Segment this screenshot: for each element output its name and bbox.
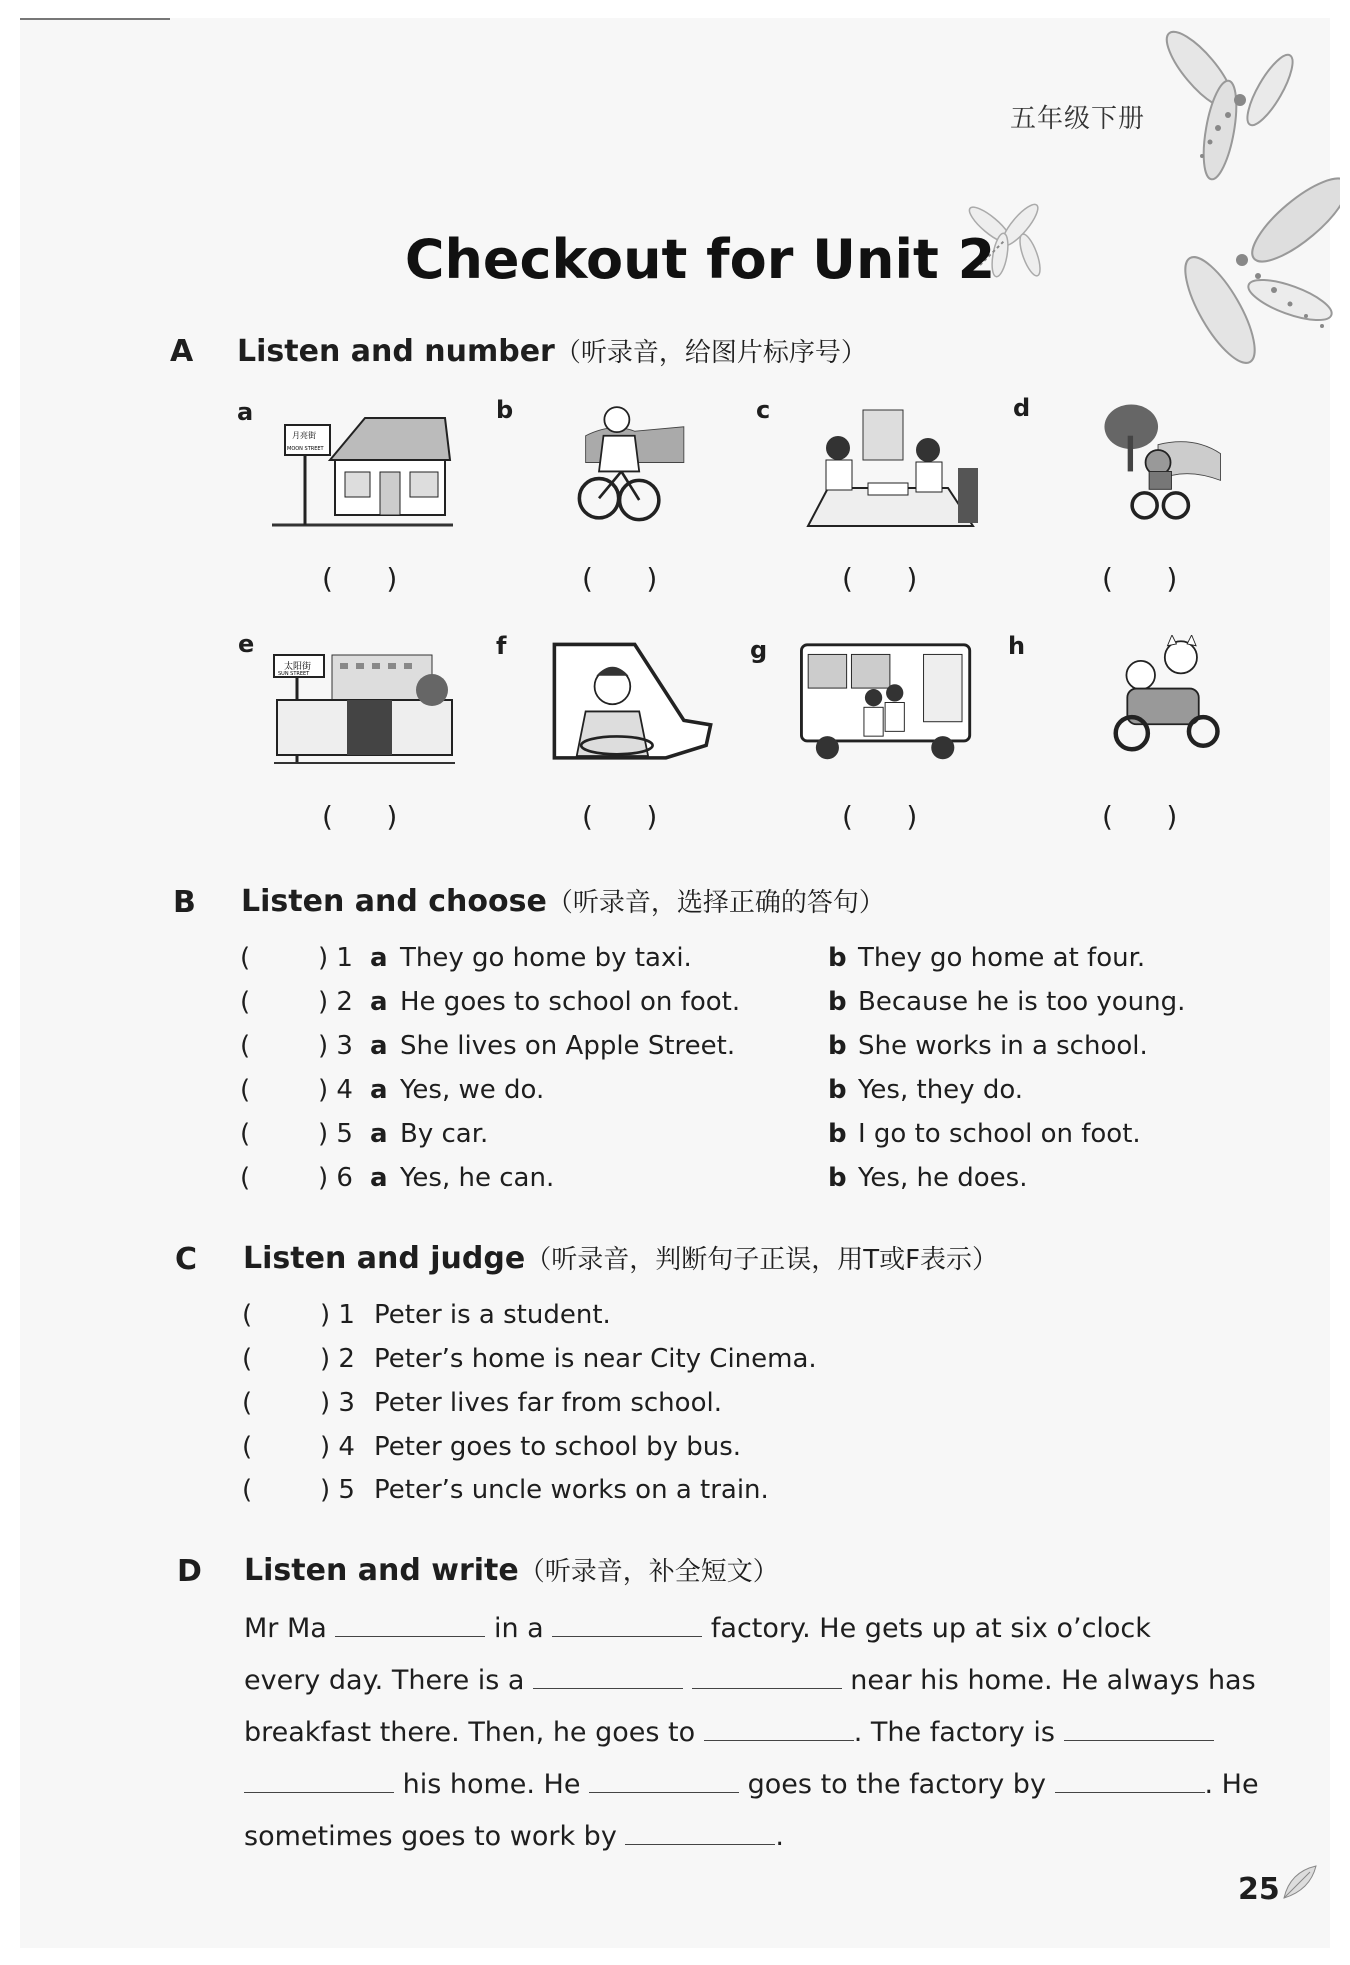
option-a-label: a (370, 1119, 388, 1149)
top-rule (20, 18, 170, 20)
fill-in-blank[interactable] (1055, 1768, 1205, 1793)
option-a-text: By car. (400, 1119, 489, 1149)
statement-text: Peter’s home is near City Cinema. (374, 1344, 817, 1374)
option-a-text: Yes, he can. (400, 1163, 555, 1193)
option-b-text: They go home at four. (858, 943, 1146, 973)
option-a-text: Yes, we do. (400, 1075, 545, 1105)
dragonfly-decoration-icon (1140, 20, 1340, 380)
answer-blank-a[interactable]: ( ) (322, 562, 398, 595)
option-b-label: b (828, 987, 847, 1017)
open-paren[interactable]: ( (240, 1119, 251, 1149)
passage-line (244, 1768, 1259, 1800)
section-a-letter: A (170, 334, 194, 369)
option-b-text: She works in a school. (858, 1031, 1148, 1061)
passage-text: . The factory is (853, 1717, 1064, 1748)
answer-blank-d[interactable]: ( ) (1102, 562, 1178, 595)
answer-blank-g[interactable]: ( ) (842, 800, 918, 833)
page-title: Checkout for Unit 2 (404, 228, 996, 291)
section-c-title-en: Listen and judge (243, 1241, 526, 1276)
open-paren[interactable]: ( (242, 1300, 253, 1330)
page-number: 25 (1238, 1872, 1280, 1907)
passage-line (244, 1716, 1214, 1748)
question-number: ) 3 (320, 1388, 355, 1418)
answer-blank-h[interactable]: ( ) (1102, 800, 1178, 833)
section-b-title (241, 882, 885, 919)
passage-line (244, 1664, 1256, 1696)
section-d-title-en: Listen and write (244, 1553, 519, 1588)
option-a-text: He goes to school on foot. (400, 987, 741, 1017)
passage-text: factory. He gets up at six o’clock (702, 1613, 1151, 1644)
open-paren[interactable]: ( (242, 1344, 253, 1374)
picture-label-g: g (750, 636, 768, 664)
passage-text: Mr Ma (244, 1613, 336, 1644)
section-d-title (244, 1551, 779, 1588)
passage-line (244, 1612, 1151, 1644)
option-b-text: I go to school on foot. (858, 1119, 1141, 1149)
open-paren[interactable]: ( (242, 1432, 253, 1462)
children-boarding-bus-icon (795, 640, 980, 765)
picture-label-c: c (756, 396, 771, 424)
option-a-text: They go home by taxi. (400, 943, 692, 973)
passage-text: goes to the factory by (739, 1769, 1055, 1800)
option-b-text: Because he is too young. (858, 987, 1186, 1017)
section-c-letter: C (175, 1242, 198, 1277)
passage-text: in a (485, 1613, 553, 1644)
question-number: ) 1 (318, 943, 353, 973)
children-reading-icon (798, 408, 983, 533)
open-paren[interactable]: ( (242, 1388, 253, 1418)
section-b-title-en: Listen and choose (241, 884, 547, 919)
option-b-label: b (828, 943, 847, 973)
open-paren[interactable]: ( (242, 1475, 253, 1505)
section-c-subtitle: （听录音，判断句子正误，用T或F表示） (525, 1245, 999, 1275)
section-b-letter: B (173, 885, 196, 920)
option-b-text: Yes, he does. (858, 1163, 1028, 1193)
sun-street-sign-en: SUN STREET (278, 671, 310, 677)
question-number: ) 2 (320, 1344, 355, 1374)
moon-street-sign: 月亮街 (292, 431, 316, 440)
section-a-title-en: Listen and number (237, 334, 555, 369)
passage-text: every day. There is a (244, 1665, 534, 1696)
cats-motorbike-icon (1075, 635, 1260, 760)
question-number: ) 5 (320, 1475, 355, 1505)
section-c-title (243, 1239, 998, 1276)
statement-text: Peter lives far from school. (374, 1388, 722, 1418)
fill-in-blank[interactable] (1064, 1716, 1214, 1741)
option-b-label: b (828, 1163, 847, 1193)
question-number: ) 4 (320, 1432, 355, 1462)
statement-text: Peter is a student. (374, 1300, 611, 1330)
picture-label-d: d (1013, 394, 1031, 422)
option-a-text: She lives on Apple Street. (400, 1031, 736, 1061)
answer-blank-f[interactable]: ( ) (582, 800, 658, 833)
picture-label-a: a (237, 398, 254, 426)
answer-blank-c[interactable]: ( ) (842, 562, 918, 595)
statement-text: Peter goes to school by bus. (374, 1432, 742, 1462)
option-b-label: b (828, 1075, 847, 1105)
option-b-label: b (828, 1031, 847, 1061)
question-number: ) 4 (318, 1075, 353, 1105)
open-paren[interactable]: ( (240, 943, 251, 973)
moon-street-sign-en: MOON STREET (287, 446, 324, 452)
question-number: ) 1 (320, 1300, 355, 1330)
option-b-text: Yes, they do. (858, 1075, 1024, 1105)
passage-text: near his home. He always has (841, 1665, 1256, 1696)
passage-text: breakfast there. Then, he goes to (244, 1717, 704, 1748)
option-a-label: a (370, 1075, 388, 1105)
fill-in-blank[interactable] (704, 1716, 854, 1741)
question-number: ) 6 (318, 1163, 353, 1193)
option-a-label: a (370, 1163, 388, 1193)
picture-label-b: b (496, 396, 514, 424)
statement-text: Peter’s uncle works on a train. (374, 1475, 769, 1505)
question-number: ) 5 (318, 1119, 353, 1149)
passage-text: sometimes goes to work by (244, 1821, 626, 1852)
option-a-label: a (370, 987, 388, 1017)
passage-text: his home. He (394, 1769, 590, 1800)
picture-label-e: e (238, 630, 255, 658)
passage-text: . He (1204, 1769, 1259, 1800)
fill-in-blank[interactable] (533, 1664, 683, 1689)
picture-label-h: h (1008, 632, 1026, 660)
fill-in-blank[interactable] (552, 1612, 702, 1637)
passage-text: . (775, 1821, 784, 1852)
option-a-label: a (370, 1031, 388, 1061)
girl-bicycle-icon (540, 400, 725, 525)
passage-text (683, 1665, 692, 1696)
question-number: ) 2 (318, 987, 353, 1017)
section-d-subtitle: （听录音，补全短文） (518, 1557, 779, 1587)
section-a-subtitle: （听录音，给图片标序号） (554, 338, 867, 368)
section-b-subtitle: （听录音，选择正确的答句） (546, 888, 885, 918)
building-gate-icon (272, 645, 457, 770)
open-paren[interactable]: ( (240, 1075, 251, 1105)
man-driving-car-icon (540, 640, 725, 765)
fill-in-blank[interactable] (589, 1768, 739, 1793)
fill-in-blank[interactable] (244, 1768, 394, 1793)
section-d-letter: D (177, 1554, 202, 1589)
house-street-sign-icon (270, 410, 455, 535)
mouse-bike-park-icon (1070, 400, 1255, 525)
picture-label-f: f (496, 632, 507, 660)
answer-blank-b[interactable]: ( ) (582, 562, 658, 595)
question-number: ) 3 (318, 1031, 353, 1061)
grade-label: 五年级下册 (1010, 104, 1146, 134)
option-b-label: b (828, 1119, 847, 1149)
open-paren[interactable]: ( (240, 1031, 251, 1061)
passage-line (244, 1820, 784, 1852)
open-paren[interactable]: ( (240, 1163, 251, 1193)
sun-street-sign: 太阳街 (284, 662, 312, 672)
page-background (20, 18, 1330, 1948)
option-a-label: a (370, 943, 388, 973)
fill-in-blank[interactable] (692, 1664, 842, 1689)
fill-in-blank[interactable] (625, 1820, 775, 1845)
section-a-title (237, 332, 867, 369)
leaf-icon (1280, 1862, 1320, 1902)
fill-in-blank[interactable] (335, 1612, 485, 1637)
open-paren[interactable]: ( (240, 987, 251, 1017)
answer-blank-e[interactable]: ( ) (322, 800, 398, 833)
